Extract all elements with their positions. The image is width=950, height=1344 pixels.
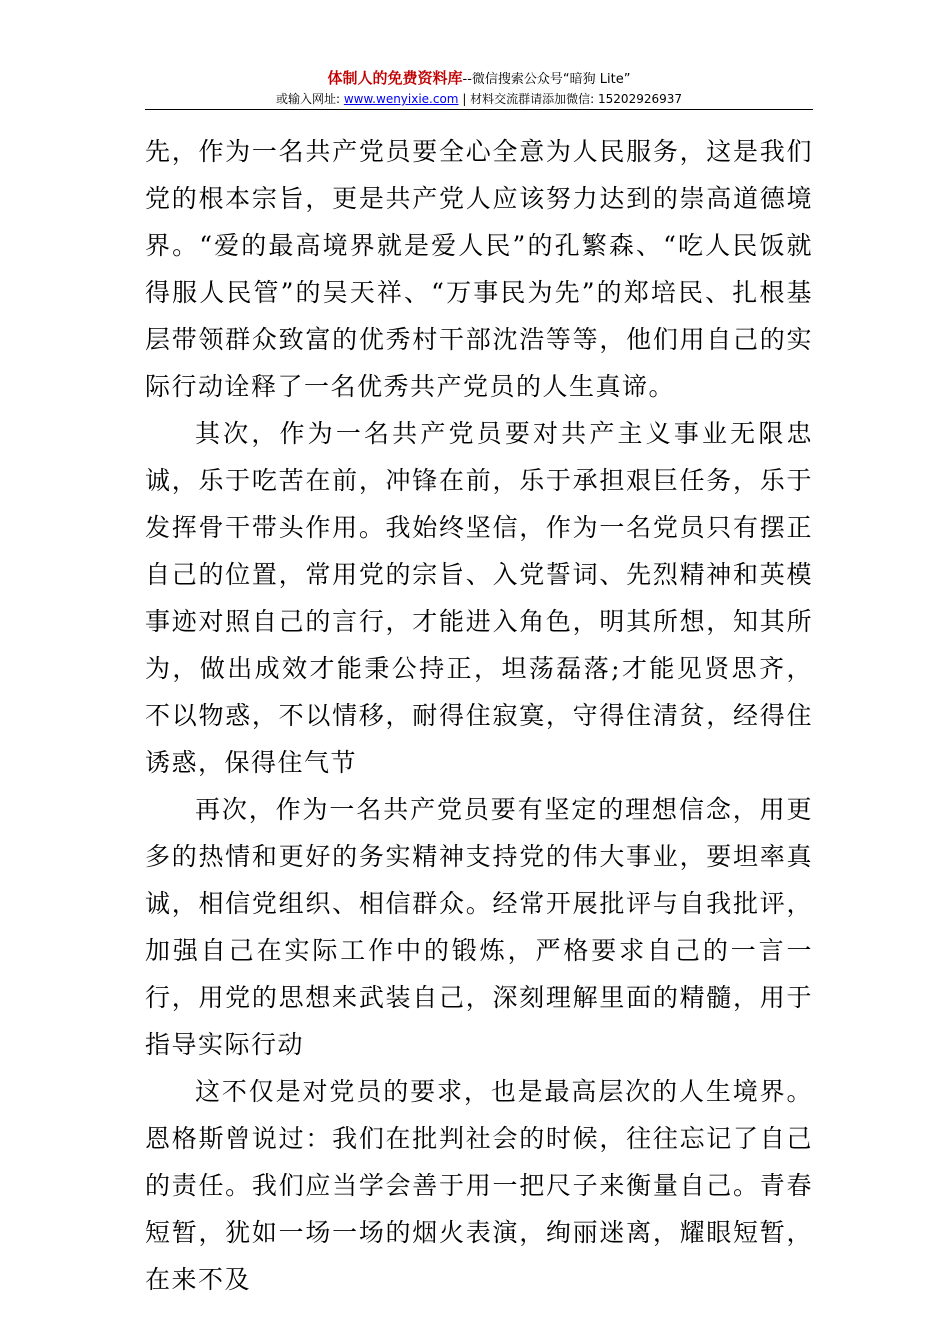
header-brand-suffix: --微信搜索公众号“暗狗 Lite”: [462, 72, 631, 87]
paragraph: 其次，作为一名共产党员要对共产主义事业无限忠诚，乐于吃苦在前，冲锋在前，乐于承担艰巨任务，乐于发挥骨干带头作用。我始终坚信，作为一名党员只有摆正自己的位置，常用党的宗旨、入党誓词、先烈精神和英模事迹对照自己的言行，才能进入角色，明其所想，知其所为，做出成效才能秉公持正，坦荡磊落;才能见贤思齐，不以物惑，不以情移，耐得住寂寞，守得住清贫，经得住诱惑，保得住气节: [145, 419, 813, 777]
document-body: [145, 128, 813, 1303]
header-suffix: | 材料交流群请添加微信: 15202926937: [458, 92, 683, 106]
header-brand: 体制人的免费资料库: [327, 69, 463, 87]
website-link[interactable]: www.wenyixie.com: [343, 92, 459, 106]
header-title-line: [145, 68, 813, 90]
page-header: [145, 68, 813, 108]
paragraph: 再次，作为一名共产党员要有坚定的理想信念，用更多的热情和更好的务实精神支持党的伟大事业，要坦率真诚，相信党组织、相信群众。经常开展批评与自我批评，加强自己在实际工作中的锻炼，严格要求自己的一言一行，用党的思想来武装自己，深刻理解里面的精髓，用于指导实际行动: [145, 795, 813, 1059]
header-divider: [145, 109, 813, 110]
header-contact-line: [145, 90, 813, 108]
header-prefix: 或输入网址:: [275, 92, 344, 106]
paragraph-continuation: 先，作为一名共产党员要全心全意为人民服务，这是我们党的根本宗旨，更是共产党人应该努力达到的崇高道德境界。“爱的最高境界就是爱人民”的孔繁森、“吃人民饭就得服人民管”的吴天祥、“万事民为先”的郑培民、扎根基层带领群众致富的优秀村干部沈浩等等，他们用自己的实际行动诠释了一名优秀共产党员的人生真谛。: [145, 137, 813, 401]
paragraph: 这不仅是对党员的要求，也是最高层次的人生境界。恩格斯曾说过：我们在批判社会的时候，往往忘记了自己的责任。我们应当学会善于用一把尺子来衡量自己。青春短暂，犹如一场一场的烟火表演，绚丽迷离，耀眼短暂，在来不及: [145, 1077, 813, 1294]
